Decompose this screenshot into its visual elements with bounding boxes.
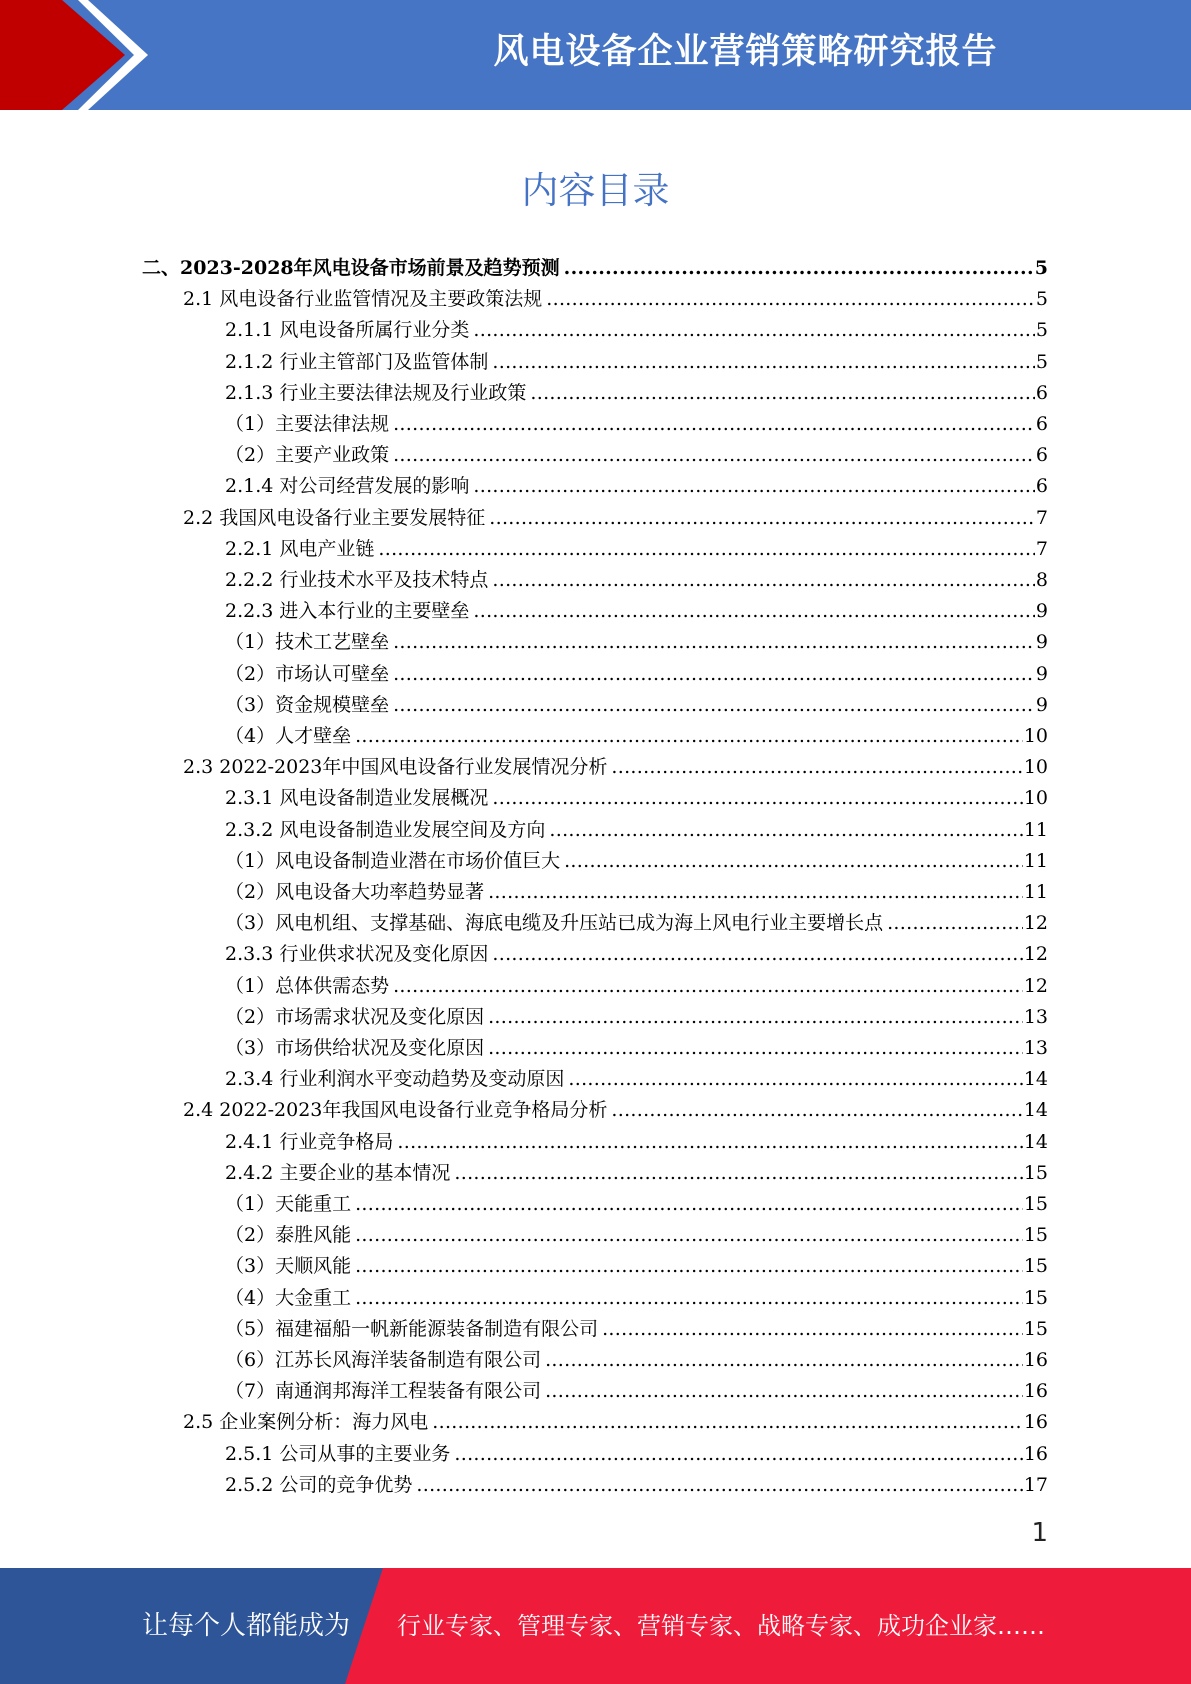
toc-entry-title: 2.1.4 对公司经营发展的影响 [225,475,470,497]
toc-entry-title: （5）福建福船一帆新能源装备制造有限公司 [225,1318,599,1340]
toc-entry-page: 11 [1023,819,1048,841]
toc-entry-page: 5 [1035,319,1048,341]
toc-entry-page: 15 [1023,1255,1048,1277]
toc-leader-dots [473,596,1035,627]
toc-entry-title: （1）风电设备制造业潜在市场价值巨大 [225,850,561,872]
toc-leader-dots [545,1345,1023,1376]
toc-entry-title: 2.5.2 公司的竞争优势 [225,1474,413,1496]
toc-entry-page: 10 [1023,725,1048,747]
toc-entry-page: 12 [1023,912,1048,934]
toc-leader-dots [564,253,1034,284]
toc-entry[interactable] [225,1189,1048,1220]
toc-entry-title: （2）风电设备大功率趋势显著 [225,881,485,903]
page-number: 1 [1031,1518,1048,1548]
toc-entry-title: （4）大金重工 [225,1287,352,1309]
toc-leader-dots [432,1407,1023,1438]
toc-entry-title: 2.2 我国风电设备行业主要发展特征 [183,507,486,529]
toc-entry-page: 13 [1023,1037,1048,1059]
toc-entry-page: 15 [1023,1193,1048,1215]
toc-entry-title: （7）南通润邦海洋工程装备有限公司 [225,1380,542,1402]
toc-entry-page: 10 [1023,787,1048,809]
toc-entry-title: 2.1.2 行业主管部门及监管体制 [225,351,489,373]
toc-entry[interactable] [183,503,1048,534]
toc-entry[interactable] [225,315,1048,346]
toc-entry[interactable] [225,1220,1048,1251]
toc-entry-title: 2.5.1 公司从事的主要业务 [225,1443,451,1465]
toc-entry[interactable] [183,752,1048,783]
toc-entry-page: 16 [1023,1349,1048,1371]
toc-entry-title: （3）资金规模壁垒 [225,694,390,716]
toc-leader-dots [488,1002,1023,1033]
toc-entry[interactable] [225,409,1048,440]
toc-entry-title: 2.3.2 风电设备制造业发展空间及方向 [225,819,546,841]
toc-entry-page: 11 [1023,850,1048,872]
toc-entry-title: 二、2023-2028年风电设备市场前景及趋势预测 [142,257,560,279]
toc-leader-dots [546,284,1035,315]
toc-leader-dots [393,440,1035,471]
toc-entry-title: 2.3 2022-2023年中国风电设备行业发展情况分析 [183,756,608,778]
toc-entry[interactable] [183,1407,1048,1438]
page-header [0,0,1191,110]
toc-entry-title: （4）人才壁垒 [225,725,352,747]
toc-entry-title: 2.2.3 进入本行业的主要壁垒 [225,600,470,622]
toc-entry[interactable] [225,1439,1048,1470]
toc-leader-dots [378,534,1035,565]
toc-entry-title: （2）泰胜风能 [225,1224,352,1246]
toc-entry-title: 2.4.2 主要企业的基本情况 [225,1162,451,1184]
toc-leader-dots [397,1127,1022,1158]
toc-entry-page: 9 [1035,694,1048,716]
toc-leader-dots [393,971,1023,1002]
toc-entry-title: （1）技术工艺壁垒 [225,631,390,653]
toc-entry-page: 7 [1035,538,1048,560]
toc-entry-page: 17 [1023,1474,1048,1496]
toc-entry[interactable] [183,1095,1048,1126]
toc-entry-title: 2.2.1 风电产业链 [225,538,375,560]
toc-entry-page: 5 [1034,257,1048,279]
toc-leader-dots [454,1158,1022,1189]
toc-entry-title: （6）江苏长风海洋装备制造有限公司 [225,1349,542,1371]
toc-leader-dots [393,627,1035,658]
toc-leader-dots [602,1314,1023,1345]
toc-leader-dots [355,721,1023,752]
toc-entry-title: 2.5 企业案例分析：海力风电 [183,1411,429,1433]
toc-leader-dots [355,1283,1023,1314]
toc-entry[interactable] [225,1376,1048,1407]
toc-leader-dots [549,815,1022,846]
footer-slogan-left: 让每个人都能成为 [142,1611,351,1641]
toc-entry[interactable] [225,1002,1048,1033]
toc-entry[interactable] [225,1251,1048,1282]
toc-entry[interactable] [225,1127,1048,1158]
toc-leader-dots [488,1033,1023,1064]
toc-entry[interactable] [225,1470,1048,1501]
toc-entry-page: 15 [1023,1162,1048,1184]
toc-entry-page: 6 [1035,475,1048,497]
toc-entry-title: （3）风电机组、支撑基础、海底电缆及升压站已成为海上风电行业主要增长点 [225,912,884,934]
toc-entry[interactable] [225,939,1048,970]
toc-entry[interactable] [225,815,1048,846]
toc-entry-title: （2）主要产业政策 [225,444,390,466]
toc-leader-dots [473,315,1035,346]
toc-entry-page: 16 [1023,1411,1048,1433]
toc-entry-title: （1）天能重工 [225,1193,352,1215]
toc-entry-page: 16 [1023,1443,1048,1465]
toc-leader-dots [611,752,1022,783]
toc-entry[interactable] [183,284,1048,315]
toc-entry-page: 9 [1035,663,1048,685]
toc-entry-title: （2）市场需求状况及变化原因 [225,1006,485,1028]
toc-entry-page: 12 [1023,975,1048,997]
toc-entry[interactable] [225,534,1048,565]
toc-entry-page: 5 [1035,351,1048,373]
toc-entry-title: 2.2.2 行业技术水平及技术特点 [225,569,489,591]
toc-leader-dots [489,503,1035,534]
toc-entry-title: （1）总体供需态势 [225,975,390,997]
toc-entry-title: （3）天顺风能 [225,1255,352,1277]
toc-entry[interactable] [225,440,1048,471]
toc-leader-dots [355,1220,1023,1251]
toc-leader-dots [564,846,1023,877]
toc-entry-page: 13 [1023,1006,1048,1028]
toc-entry-title: 2.3.3 行业供求状况及变化原因 [225,943,489,965]
toc-leader-dots [492,347,1035,378]
toc-leader-dots [492,939,1022,970]
toc-entry-page: 16 [1023,1380,1048,1402]
toc-entry[interactable] [225,627,1048,658]
toc-leader-dots [492,565,1035,596]
toc-entry-page: 7 [1035,507,1048,529]
toc-leader-dots [355,1189,1023,1220]
toc-entry[interactable] [225,1158,1048,1189]
toc-entry[interactable] [225,908,1048,939]
toc-leader-dots [545,1376,1023,1407]
toc-leader-dots [454,1439,1022,1470]
toc-entry-page: 6 [1035,382,1048,404]
toc-entry[interactable] [225,471,1048,502]
toc-entry[interactable] [225,565,1048,596]
toc-entry[interactable] [225,877,1048,908]
toc-entry[interactable] [225,659,1048,690]
toc-leader-dots [530,378,1035,409]
toc-entry-title: 2.1 风电设备行业监管情况及主要政策法规 [183,288,543,310]
toc-entry-title: （1）主要法律法规 [225,413,390,435]
toc-entry[interactable] [225,378,1048,409]
footer-slogan-right: 行业专家、管理专家、营销专家、战略专家、成功企业家…… [397,1612,1045,1640]
toc-entry[interactable] [225,846,1048,877]
toc-entry-page: 5 [1035,288,1048,310]
toc-entry-page: 11 [1023,881,1048,903]
toc-entry-title: （2）市场认可壁垒 [225,663,390,685]
toc-leader-dots [393,659,1035,690]
toc-entry-page: 14 [1023,1131,1048,1153]
toc-entry-title: 2.3.1 风电设备制造业发展概况 [225,787,489,809]
toc-entry[interactable] [225,1033,1048,1064]
toc-entry-page: 8 [1035,569,1048,591]
toc-heading: 内容目录 [521,169,670,212]
toc-entry-title: 2.4.1 行业竞争格局 [225,1131,394,1153]
toc-entry[interactable] [225,783,1048,814]
toc-entry[interactable] [225,1314,1048,1345]
toc-entry-page: 9 [1035,600,1048,622]
toc-entry-page: 14 [1023,1099,1048,1121]
toc-entry-page: 9 [1035,631,1048,653]
toc-entry[interactable] [225,721,1048,752]
toc-entry[interactable] [225,1283,1048,1314]
toc-leader-dots [416,1470,1022,1501]
toc-entry[interactable] [225,1064,1048,1095]
toc-leader-dots [611,1095,1022,1126]
toc-leader-dots [568,1064,1022,1095]
report-title: 风电设备企业营销策略研究报告 [493,32,998,72]
page-footer [0,1568,1191,1684]
toc-leader-dots [492,783,1022,814]
toc-entry-title: （3）市场供给状况及变化原因 [225,1037,485,1059]
toc-entry[interactable] [225,347,1048,378]
toc-leader-dots [887,908,1023,939]
toc-entry-page: 10 [1023,756,1048,778]
toc-entry-title: 2.4 2022-2023年我国风电设备行业竞争格局分析 [183,1099,608,1121]
toc-leader-dots [393,690,1035,721]
toc-leader-dots [355,1251,1023,1282]
toc-entry[interactable] [225,690,1048,721]
toc-leader-dots [473,471,1035,502]
toc-entry-title: 2.1.3 行业主要法律法规及行业政策 [225,382,527,404]
toc-leader-dots [393,409,1035,440]
toc-entry-page: 15 [1023,1287,1048,1309]
toc-entry[interactable] [225,971,1048,1002]
toc-entry-page: 6 [1035,444,1048,466]
toc-entry[interactable] [225,596,1048,627]
toc-entry-page: 15 [1023,1318,1048,1340]
toc-entry[interactable] [142,253,1048,284]
toc-leader-dots [488,877,1023,908]
toc-entry-page: 6 [1035,413,1048,435]
toc-entry-page: 15 [1023,1224,1048,1246]
toc-entry-page: 14 [1023,1068,1048,1090]
toc-entry-title: 2.3.4 行业利润水平变动趋势及变动原因 [225,1068,565,1090]
toc-entry-title: 2.1.1 风电设备所属行业分类 [225,319,470,341]
toc-entry[interactable] [225,1345,1048,1376]
toc-entry-page: 12 [1023,943,1048,965]
